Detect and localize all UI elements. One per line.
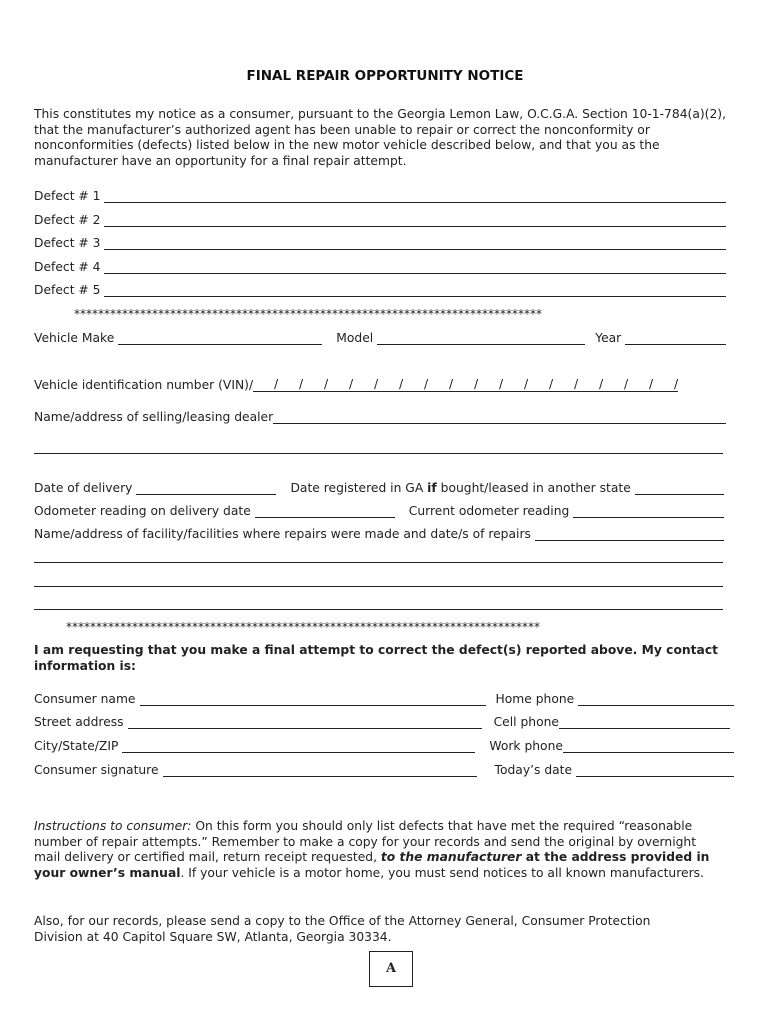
vin-box-12[interactable]: / xyxy=(528,377,553,392)
street-address-input[interactable] xyxy=(128,717,482,729)
city-state-zip-input[interactable] xyxy=(122,741,475,753)
defect-input-2[interactable] xyxy=(104,215,726,227)
registered-label-post: bought/leased in another state xyxy=(436,481,631,495)
vin-box-6[interactable]: / xyxy=(378,377,403,392)
page-title: FINAL REPAIR OPPORTUNITY NOTICE xyxy=(246,68,524,84)
defect-label-2: Defect # 2 xyxy=(34,213,101,227)
request-paragraph: I am requesting that you make a final attempt to correct the defect(s) reported above. My contact information is: xyxy=(34,643,718,673)
registered-label-pre: Date registered in GA xyxy=(290,481,428,495)
dealer-label: Name/address of selling/leasing dealer xyxy=(34,410,274,424)
registered-date-label xyxy=(290,481,630,495)
vin-box-11[interactable]: / xyxy=(503,377,528,392)
defect-row-4 xyxy=(34,258,726,274)
vin-box-3[interactable]: / xyxy=(303,377,328,392)
vehicle-row xyxy=(34,329,726,345)
registered-date-input[interactable] xyxy=(635,483,724,495)
consumer-signature-label: Consumer signature xyxy=(34,763,159,777)
separator-stars-2: ******************************************************************************* xyxy=(66,620,540,634)
attorney-general-paragraph: Also, for our records, please send a copy to the Office of the Attorney General, Consumer Protection Division at 40 Capitol Square SW, Atlanta, Georgia 30334. xyxy=(34,914,651,944)
vin-box-9[interactable]: / xyxy=(453,377,478,392)
vin-box-16[interactable]: / xyxy=(628,377,653,392)
facility-input-line-4[interactable] xyxy=(34,609,723,610)
vehicle-make-label: Vehicle Make xyxy=(34,331,115,345)
dealer-input-line-2[interactable] xyxy=(34,453,723,454)
cell-phone-label: Cell phone xyxy=(493,715,559,729)
defect-row-3 xyxy=(34,234,726,250)
defect-row-1 xyxy=(34,187,726,203)
street-address-label: Street address xyxy=(34,715,124,729)
odometer-delivery-label: Odometer reading on delivery date xyxy=(34,504,251,518)
defect-label-1: Defect # 1 xyxy=(34,189,101,203)
defect-row-5 xyxy=(34,281,726,297)
registered-label-if: if xyxy=(427,481,437,495)
contact-row-3 xyxy=(34,737,734,753)
delivery-row xyxy=(34,479,724,495)
instructions-text-1: On this form you should only list defects that have met the required “reasonable number of repair attempts.” Remember to make a copy for your records and send the original by overnight mail delivery or certified mail, return receipt requested, xyxy=(34,819,697,865)
odometer-delivery-input[interactable] xyxy=(255,506,395,518)
odometer-current-input[interactable] xyxy=(573,506,724,518)
facility-label: Name/address of facility/facilities where repairs were made and date/s of repairs xyxy=(34,527,531,541)
work-phone-label: Work phone xyxy=(489,739,563,753)
facility-row xyxy=(34,525,724,541)
vin-box-14[interactable]: / xyxy=(578,377,603,392)
vin-input[interactable] xyxy=(253,377,678,392)
page-letter-box: A xyxy=(369,951,413,987)
instructions-owners-manual: at the address provided in your owner’s manual xyxy=(34,850,710,880)
facility-input-line-2[interactable] xyxy=(34,562,723,563)
separator-stars-1: ****************************************************************************** xyxy=(74,307,542,321)
consumer-name-label: Consumer name xyxy=(34,692,136,706)
delivery-date-label: Date of delivery xyxy=(34,481,133,495)
vin-box-13[interactable]: / xyxy=(553,377,578,392)
delivery-date-input[interactable] xyxy=(136,483,276,495)
home-phone-input[interactable] xyxy=(578,694,734,706)
vehicle-year-input[interactable] xyxy=(625,333,726,345)
consumer-signature-input[interactable] xyxy=(163,765,477,777)
vehicle-make-input[interactable] xyxy=(118,333,322,345)
contact-row-4 xyxy=(34,761,734,777)
vin-box-10[interactable]: / xyxy=(478,377,503,392)
defect-input-3[interactable] xyxy=(104,238,726,250)
vin-box-7[interactable]: / xyxy=(403,377,428,392)
instructions-label: Instructions to consumer: xyxy=(34,819,192,833)
defect-input-4[interactable] xyxy=(104,262,726,274)
contact-row-1 xyxy=(34,690,734,706)
home-phone-label: Home phone xyxy=(495,692,575,706)
intro-paragraph: This constitutes my notice as a consumer, pursuant to the Georgia Lemon Law, O.C.G.A. Section 10-1-784(a)(2), that the manufacturer’s authorized agent has been unable to repair or correct the nonconformity or nonconformities (defects) listed below in the new motor vehicle described below, and that you as the manufacturer have an opportunity for a final repair attempt. xyxy=(34,107,726,168)
vin-box-4[interactable]: / xyxy=(328,377,353,392)
vin-label: Vehicle identification number (VIN)/ xyxy=(34,378,254,392)
facility-input-line-3[interactable] xyxy=(34,586,723,587)
facility-input[interactable] xyxy=(535,529,724,541)
vin-box-2[interactable]: / xyxy=(278,377,303,392)
defect-input-1[interactable] xyxy=(104,191,726,203)
consumer-name-input[interactable] xyxy=(140,694,486,706)
defect-label-4: Defect # 4 xyxy=(34,260,101,274)
vin-row xyxy=(34,376,694,392)
odometer-current-label: Current odometer reading xyxy=(408,504,570,518)
cell-phone-input[interactable] xyxy=(559,717,730,729)
vin-box-1[interactable]: / xyxy=(253,377,278,392)
dealer-row xyxy=(34,408,726,424)
vin-box-17[interactable]: / xyxy=(653,377,678,392)
instructions-text-2: . If your vehicle is a motor home, you must send notices to all known manufacturers. xyxy=(180,865,704,880)
vehicle-model-input[interactable] xyxy=(377,333,585,345)
vin-box-8[interactable]: / xyxy=(428,377,453,392)
odometer-row xyxy=(34,502,724,518)
vin-box-15[interactable]: / xyxy=(603,377,628,392)
defect-label-5: Defect # 5 xyxy=(34,283,101,297)
instructions-manufacturer: to the manufacturer xyxy=(380,850,522,865)
work-phone-input[interactable] xyxy=(563,741,734,753)
instructions-paragraph xyxy=(34,819,726,881)
contact-row-2 xyxy=(34,713,730,729)
todays-date-input[interactable] xyxy=(576,765,734,777)
defect-label-3: Defect # 3 xyxy=(34,236,101,250)
vehicle-model-label: Model xyxy=(336,331,374,345)
dealer-input[interactable] xyxy=(273,412,726,424)
todays-date-label: Today’s date xyxy=(494,763,573,777)
vin-box-5[interactable]: / xyxy=(353,377,378,392)
city-state-zip-label: City/State/ZIP xyxy=(34,739,119,753)
vehicle-year-label: Year xyxy=(595,331,622,345)
defect-input-5[interactable] xyxy=(104,285,726,297)
defect-row-2 xyxy=(34,211,726,227)
